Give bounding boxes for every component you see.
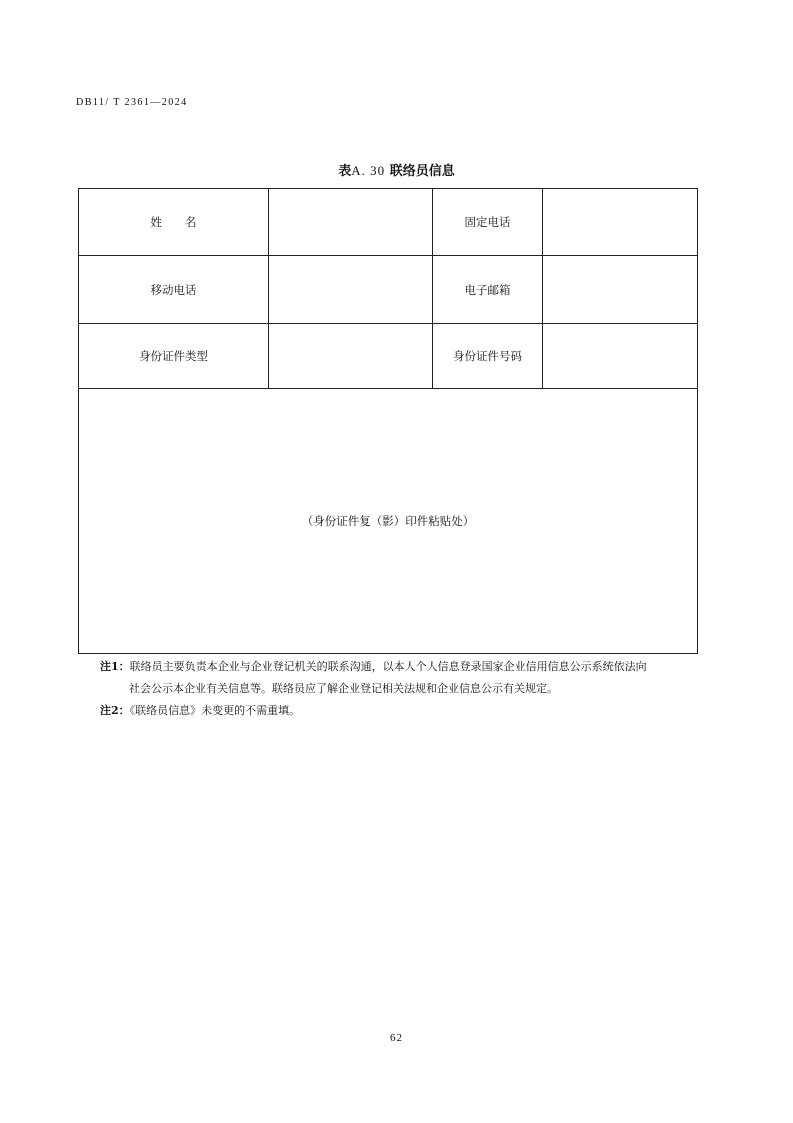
id-copy-paste-area: （身份证件复（影）印件粘贴处） bbox=[79, 389, 698, 654]
note-1 bbox=[100, 656, 700, 678]
table-row bbox=[79, 189, 698, 256]
note-1-label: 注1： bbox=[100, 660, 130, 673]
table-title-prefix: 表 bbox=[338, 164, 352, 179]
table-row bbox=[79, 324, 698, 389]
note-2-label: 注2： bbox=[100, 704, 130, 717]
id-type-label: 身份证件类型 bbox=[79, 324, 269, 389]
landline-label: 固定电话 bbox=[433, 189, 543, 256]
landline-value-cell[interactable] bbox=[543, 189, 698, 256]
name-label: 姓 名 bbox=[79, 189, 269, 256]
id-type-value-cell[interactable] bbox=[269, 324, 433, 389]
table-title-number: A. 30 bbox=[351, 163, 386, 178]
table-title bbox=[0, 160, 793, 179]
page-number: 62 bbox=[390, 1032, 403, 1044]
table-row bbox=[79, 256, 698, 324]
id-number-label: 身份证件号码 bbox=[433, 324, 543, 389]
table-title-text: 联络员信息 bbox=[385, 164, 455, 179]
note-2 bbox=[100, 700, 700, 722]
name-value-cell[interactable] bbox=[269, 189, 433, 256]
mobile-value-cell[interactable] bbox=[269, 256, 433, 324]
note-1-continuation: 社会公示本企业有关信息等。联络员应了解企业登记相关法规和企业信息公示有关规定。 bbox=[129, 682, 558, 695]
id-number-value-cell[interactable] bbox=[543, 324, 698, 389]
notes bbox=[100, 656, 700, 722]
email-label: 电子邮箱 bbox=[433, 256, 543, 324]
mobile-label: 移动电话 bbox=[79, 256, 269, 324]
contact-info-table bbox=[78, 188, 698, 654]
standard-code: DB11/ T 2361—2024 bbox=[76, 96, 188, 108]
note-1-text-line1: 联络员主要负责本企业与企业登记机关的联系沟通，以本人个人信息登录国家企业信用信息公示系统依法向 bbox=[129, 660, 647, 673]
table-row bbox=[79, 389, 698, 654]
note-2-text: 《联络员信息》未变更的不需重填。 bbox=[129, 704, 301, 717]
email-value-cell[interactable] bbox=[543, 256, 698, 324]
